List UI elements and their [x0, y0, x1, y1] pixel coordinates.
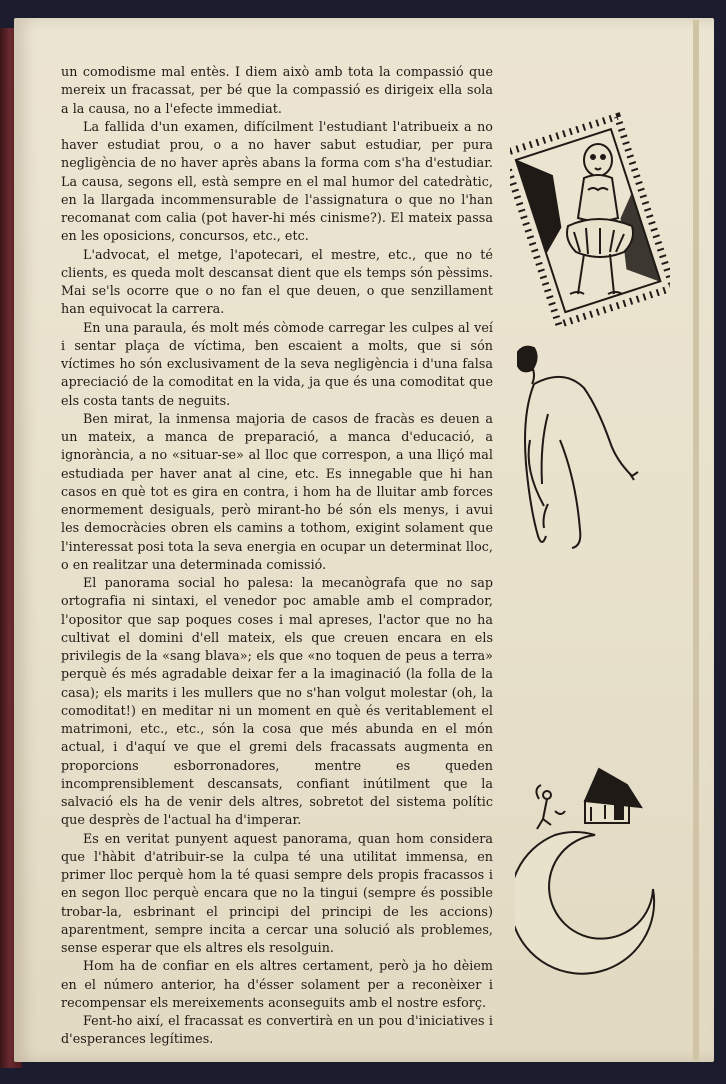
page-edge — [693, 20, 699, 1060]
paragraph: Es en veritat punyent aquest panorama, quan hom considera que l'hàbit d'atribuir-se la culpa té una utilitat immensa, en primer lloc perquè hom la té quasi sempre dels propis fracassos i en segon lloc perquè encara que no la tingui (sempre és possible trobar-la, esbrinant el principi del principi de les accions) aparentment, sempre incita a cercar una solució als problemes, sense esperar que els altres els resolguin. — [61, 830, 493, 955]
paragraph: L'advocat, el metge, l'apotecari, el mestre, etc., que no té clients, es queda molt descansat dient que els temps són pèssims. Mai se'ls ocorre que o no fan el que deuen, o que senzillament han equivocat la carrera. — [61, 246, 493, 317]
crescent-moon-house-illustration — [515, 755, 675, 985]
paragraph: El panorama social ho palesa: la mecanògrafa que no sap ortografia ni sintaxi, el venedor poc amable amb el comprador, l'opositor que sap poques coses i mal apreses, l'actor que no ha cultivat el domini d'ell mateix, els que creuen encara en els privilegis de la «sang blava»; els que «no toquen de peus a terra» perquè és més agradable deixar fer a la imaginació (la folla de la casa); els marits i les mullers que no s'han volgut molestar (oh, la comoditat!) en meditar ni un moment en què és veritablement el matrimoni, etc., etc., són la cosa que més abunda en el món actual, i d'aquí ve que el gremi dels fracassats augmenta en proporcions esborronadores, mentre es queden incomprensiblement descansats, confiant inútilment que la salvació els ha de venir dels altres, sobretot del sistema polític que desprès de l'actual ha d'imperar. — [61, 575, 493, 828]
paragraph: En una paraula, és molt més còmode carregar les culpes al veí i sentar plaça de víctima, ben escaient a molts, que si són víctimes ho són exclusivament de la seva negligència i d'una falsa apreciació de la comoditat en la vida, ja que és una comoditat que els costa tants de neguits. — [61, 319, 493, 408]
paragraph: La fallida d'un examen, difícilment l'estudiant l'atribueix a no haver estudiat prou, o a no haver sabut estudiar, per pura negligència de no haver après abans la forma com s'ha d'estudiar. La causa, segons ell, està sempre en el mal humor del catedràtic, en la llargada incommensurable de l'assignatura o que no l'han recomanat com calia (pot haver-hi més cinisme?). El mateix passa en les oposicions, concursos, etc., etc. — [61, 118, 493, 244]
standing-man-illustration — [508, 344, 640, 556]
framed-figure-illustration — [510, 108, 670, 333]
paragraph: Hom ha de confiar en els altres certament, però ja ho dèiem en el número anterior, ha d'ésser solament per a reconèixer i recompensar els mereixements aconseguits amb el nostre esforç. — [61, 958, 493, 1010]
article-body — [61, 63, 493, 1049]
paragraph: un comodisme mal entès. I diem això amb tota la compassió que mereix un fracassat, per bé que la compassió es dirigeix ella sola a la causa, no a l'efecte immediat. — [61, 64, 493, 116]
paragraph: Ben mirat, la inmensa majoria de casos de fracàs es deuen a un mateix, a manca de preparació, a manca d'educació, a ignorància, a no «situar-se» al lloc que correspon, a una lliçó mal estudiada per haver anat al cine, etc. Es innegable que hi han casos en què tot es gira en contra, i hom ha de lluitar amb forces enormement desiguals, però mirant-ho bé són els menys, i avui les democràcies obren els camins a tothom, exigint solament que l'interessat posi tota la seva energia en ocupar un determinat lloc, o en realitzar una determinada comissió. — [61, 410, 493, 572]
paragraph: Fent-ho així, el fracassat es convertirà en un pou d'iniciatives i d'esperances legítimes. — [61, 1013, 493, 1047]
